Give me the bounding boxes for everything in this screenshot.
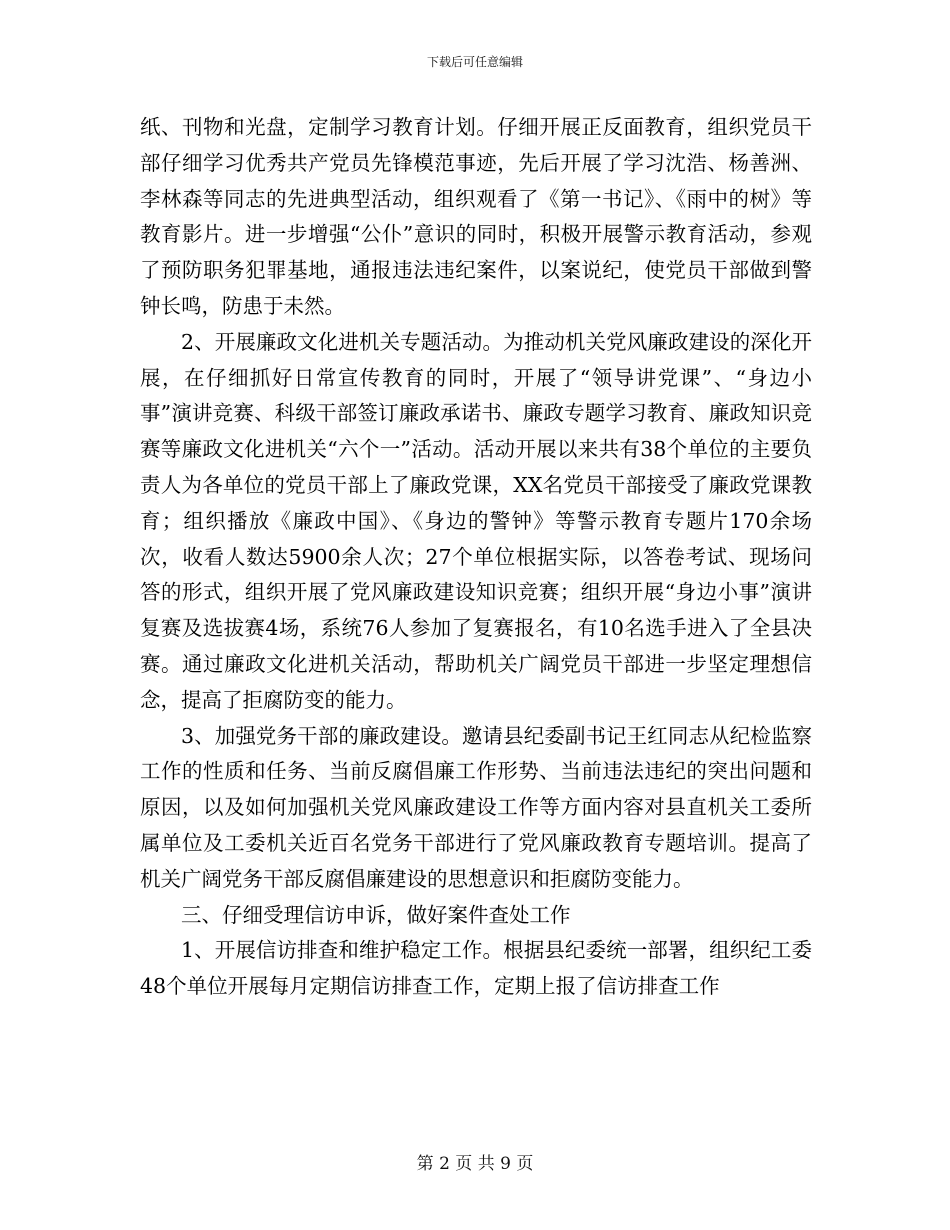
paragraph-continued: 纸、刊物和光盘，定制学习教育计划。仔细开展正反面教育，组织党员干部仔细学习优秀共产党员先锋模范事迹，先后开展了学习沈浩、杨善洲、李林森等同志的先进典型活动，组织观看了《第一书记》、《雨中的树》等教育影片。进一步增强“公仆”意识的同时，积极开展警示教育活动，参观了预防职务犯罪基地，通报违法违纪案件，以案说纪，使党员干部做到警钟长鸣，防患于未然。 [140,115,812,318]
page-number-text: 第 2 页 共 9 页 [416,1154,534,1174]
section-heading-3: 三、仔细受理信访申诉，做好案件查处工作 [181,902,571,927]
paragraph-item-3: 3、加强党务干部的廉政建设。邀请县纪委副书记王红同志从纪检监察工作的性质和任务、当前反腐倡廉工作形势、当前违法违纪的突出问题和原因，以及如何加强机关党风廉政建设工作等方面内容对县直机关工委所属单位及工委机关近百名党务干部进行了党风廉政教育专题培训。提高了机关广阔党务干部反腐倡廉建设的思想意识和拒腐防变能力。 [140,723,812,891]
paragraph-section-3-item-1: 1、开展信访排查和维护稳定工作。根据县纪委统一部署，组织纪工委48个单位开展每月定期信访排查工作，定期上报了信访排查工作 [140,938,812,999]
paragraph-item-2: 2、开展廉政文化进机关专题活动。为推动机关党风廉政建设的深化开展，在仔细抓好日常宣传教育的同时，开展了“领导讲党课”、“身边小事”演讲竞赛、科级干部签订廉政承诺书、廉政专题学习教育、廉政知识竞赛等廉政文化进机关“六个一”活动。活动开展以来共有38个单位的主要负责人为各单位的党员干部上了廉政党课，XX名党员干部接受了廉政党课教育；组织播放《廉政中国》、《身边的警钟》等警示教育专题片170余场次，收看人数达5900余人次；27个单位根据实际，以答卷考试、现场问答的形式，组织开展了党风廉政建设知识竞赛；组织开展“身边小事”演讲复赛及选拔赛4场，系统76人参加了复赛报名，有10名选手进入了全县决赛。通过廉政文化进机关活动，帮助机关广阔党员干部进一步坚定理想信念，提高了拒腐防变的能力。 [140,329,812,712]
page-header-note: 下载后可任意编辑 [426,55,523,69]
document-body [140,110,812,1005]
page-footer [0,1153,950,1175]
